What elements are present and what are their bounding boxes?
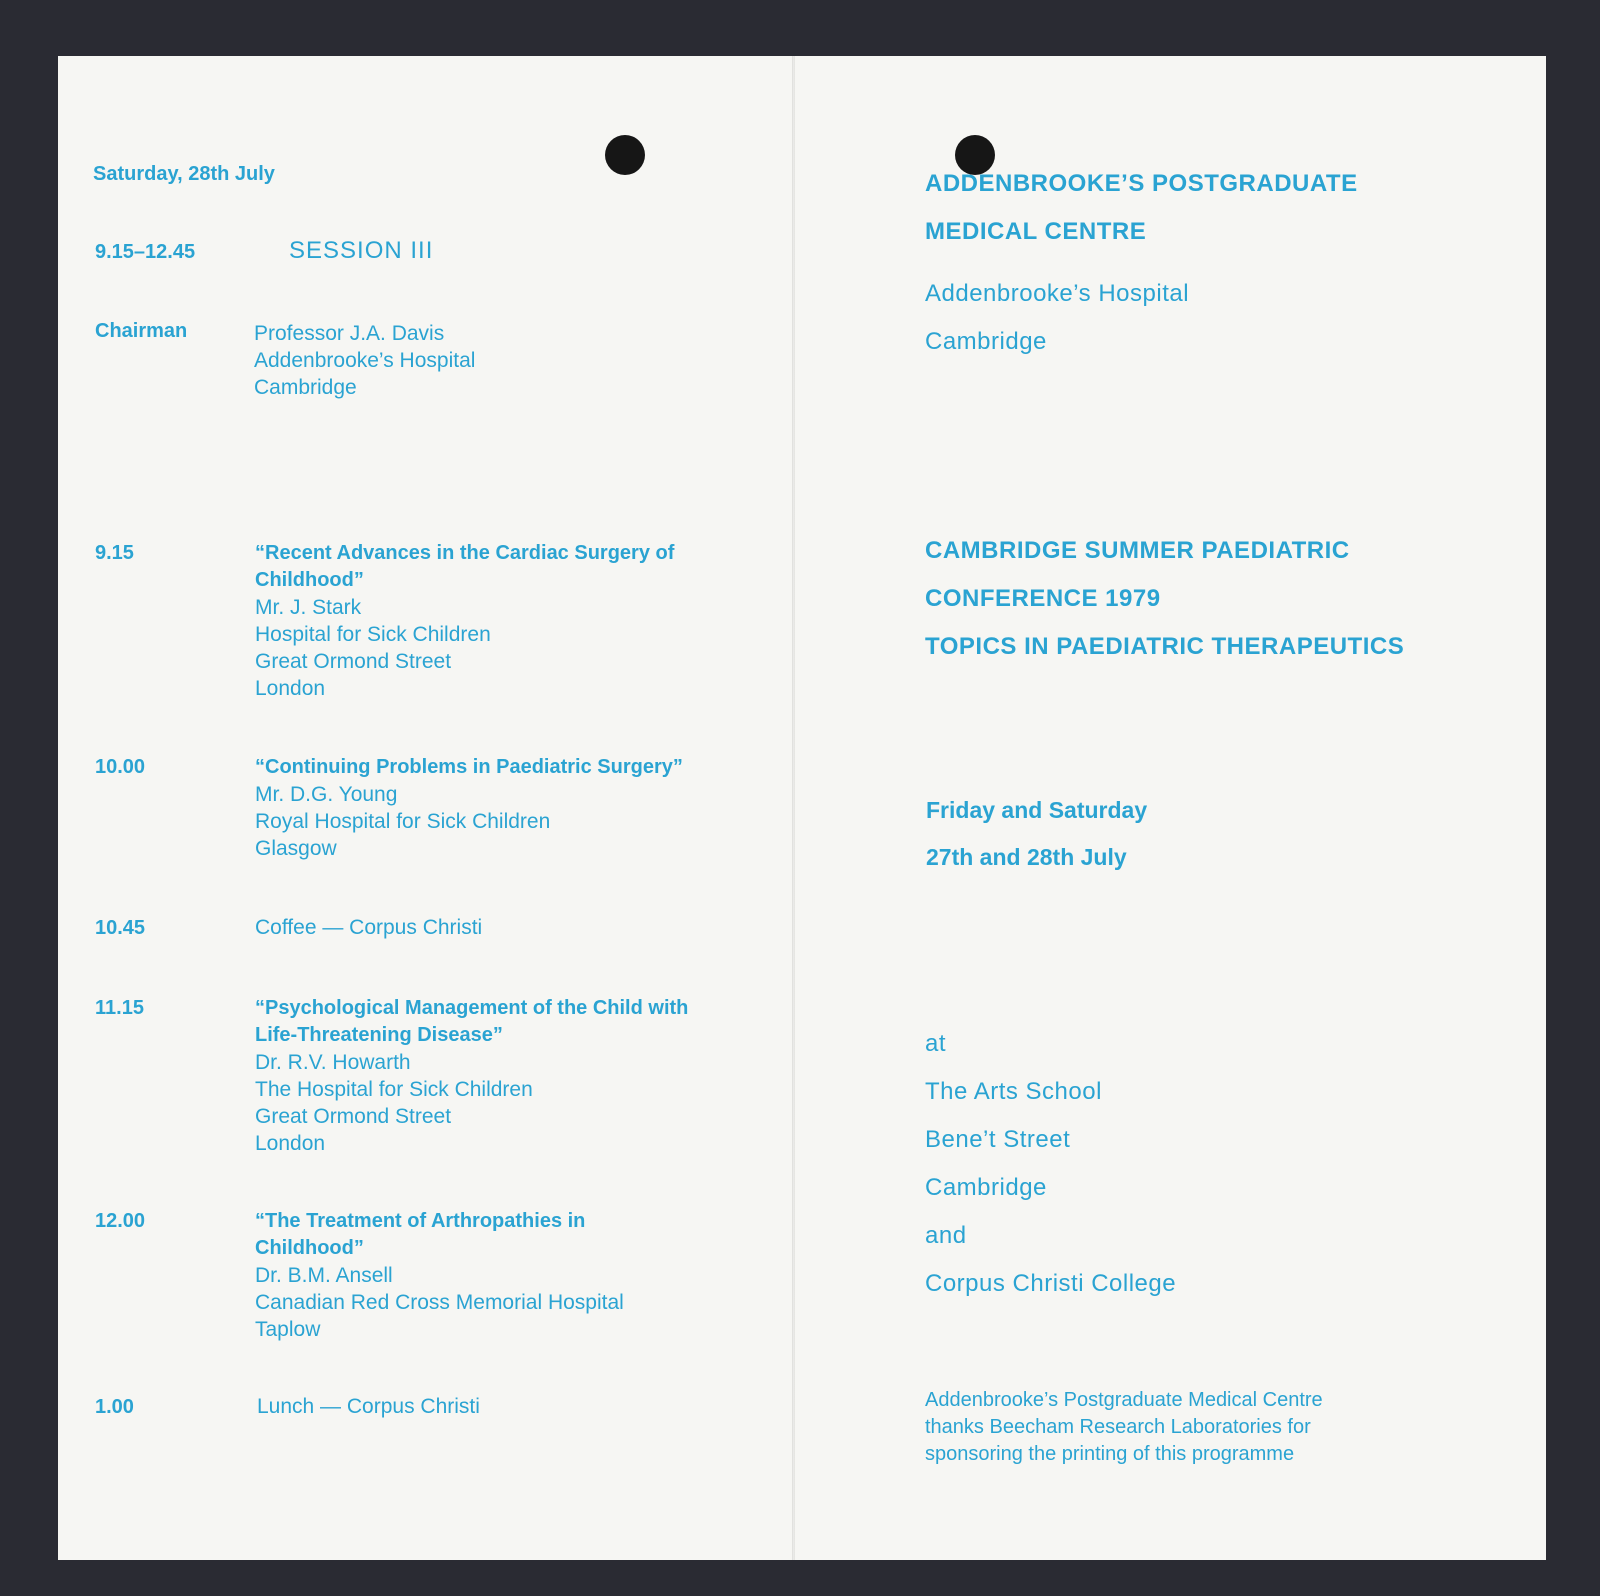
- item-time: 9.15: [95, 542, 134, 564]
- date-line: 27th and 28th July: [926, 844, 1127, 870]
- chairman-label: Chairman: [95, 320, 188, 342]
- session-title: SESSION III: [289, 237, 434, 264]
- speaker-line: The Hospital for Sick Children: [255, 1078, 533, 1101]
- acknowledgement-line: sponsoring the printing of this programme: [925, 1443, 1295, 1465]
- venue-line: Cambridge: [925, 1174, 1047, 1201]
- chairman-line: Professor J.A. Davis: [254, 322, 445, 345]
- talk-title-line: Childhood”: [255, 1237, 364, 1259]
- speaker-line: Mr. J. Stark: [255, 596, 362, 619]
- address-line: Addenbrooke’s Hospital: [925, 280, 1190, 307]
- speaker-line: Great Ormond Street: [255, 1105, 452, 1128]
- venue-line: and: [925, 1222, 967, 1249]
- speaker-line: Mr. D.G. Young: [255, 783, 398, 806]
- conference-line: CAMBRIDGE SUMMER PAEDIATRIC: [925, 537, 1350, 564]
- venue-line: The Arts School: [925, 1078, 1102, 1105]
- speaker-line: Royal Hospital for Sick Children: [255, 810, 551, 833]
- break-label: Coffee — Corpus Christi: [255, 916, 483, 939]
- speaker-line: Dr. R.V. Howarth: [255, 1051, 411, 1074]
- talk-title-line: “Psychological Management of the Child with: [255, 997, 689, 1019]
- speaker-line: Hospital for Sick Children: [255, 623, 491, 646]
- organisation-name: [925, 160, 1358, 256]
- speaker-line: Canadian Red Cross Memorial Hospital: [255, 1291, 624, 1314]
- item-time: 10.45: [95, 917, 146, 939]
- chairman-line: Cambridge: [254, 376, 357, 399]
- punch-hole-left: [605, 135, 645, 175]
- talk-title-line: Life-Threatening Disease”: [255, 1024, 503, 1046]
- programme-item: [255, 995, 688, 1157]
- conference-title: [925, 527, 1404, 671]
- chairman-line: Addenbrooke’s Hospital: [254, 349, 476, 372]
- speaker-line: London: [255, 677, 326, 700]
- programme-item: [255, 1208, 624, 1343]
- organisation-line: ADDENBROOKE’S POSTGRADUATE: [925, 170, 1358, 197]
- talk-title-line: “Continuing Problems in Paediatric Surgery”: [255, 756, 683, 778]
- talk-title-line: Childhood”: [255, 569, 364, 591]
- venue-line: Bene’t Street: [925, 1126, 1071, 1153]
- session-time-range: 9.15–12.45: [95, 241, 196, 263]
- venue-line: Corpus Christi College: [925, 1270, 1177, 1297]
- speaker-line: London: [255, 1132, 326, 1155]
- session-date: Saturday, 28th July: [93, 163, 275, 185]
- conference-line: CONFERENCE 1979: [925, 585, 1161, 612]
- hospital-address: [925, 270, 1189, 366]
- item-time: 10.00: [95, 756, 146, 778]
- fold-line: [792, 56, 795, 1560]
- break-label: Lunch — Corpus Christi: [257, 1395, 480, 1418]
- chairman-details: [254, 320, 475, 401]
- conference-line: TOPICS IN PAEDIATRIC THERAPEUTICS: [925, 633, 1405, 660]
- item-time: 11.15: [95, 997, 144, 1019]
- speaker-line: Glasgow: [255, 837, 337, 860]
- item-time: 12.00: [95, 1210, 146, 1232]
- talk-title-line: “Recent Advances in the Cardiac Surgery of: [255, 542, 675, 564]
- sponsor-acknowledgement: [925, 1387, 1323, 1468]
- acknowledgement-line: Addenbrooke’s Postgraduate Medical Centre: [925, 1389, 1323, 1411]
- talk-title-line: “The Treatment of Arthropathies in: [255, 1210, 586, 1232]
- organisation-line: MEDICAL CENTRE: [925, 218, 1147, 245]
- acknowledgement-line: thanks Beecham Research Laboratories for: [925, 1416, 1311, 1438]
- speaker-line: Great Ormond Street: [255, 650, 452, 673]
- speaker-line: Taplow: [255, 1318, 321, 1341]
- conference-dates: [926, 787, 1147, 881]
- venue: [925, 1020, 1176, 1308]
- address-line: Cambridge: [925, 328, 1047, 355]
- speaker-line: Dr. B.M. Ansell: [255, 1264, 393, 1287]
- venue-line: at: [925, 1030, 947, 1057]
- programme-item: [255, 540, 674, 702]
- programme-item: [255, 754, 683, 862]
- item-time: 1.00: [95, 1396, 134, 1418]
- date-line: Friday and Saturday: [926, 797, 1148, 823]
